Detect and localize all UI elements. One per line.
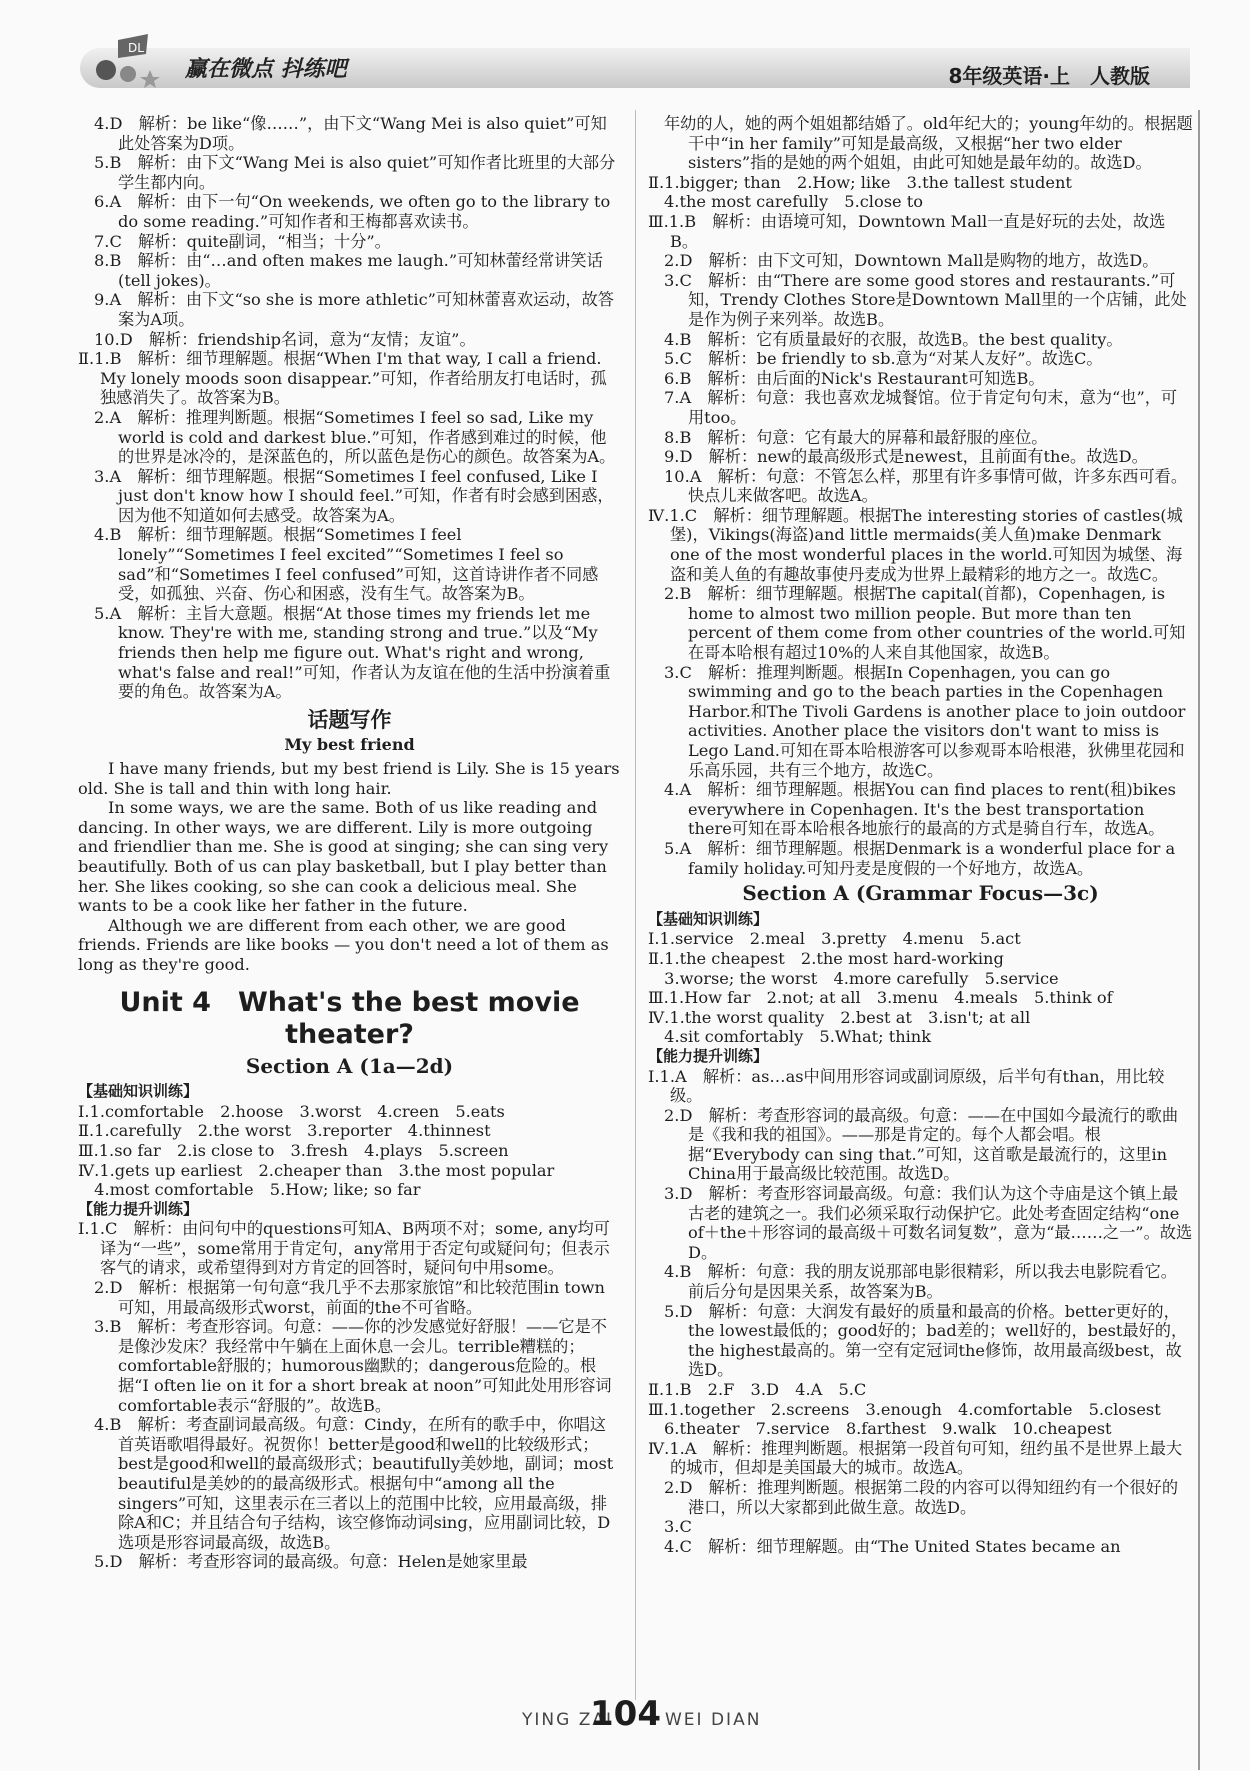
answer-line: 4.most comfortable 5.How; like; so far [78,1180,421,1200]
answer-item: 3.C [664,1517,692,1537]
answer-item: 4.B 解析：句意：我的朋友说那部电影很精彩，所以我去电影院看它。前后分句是因果关系，故答案为B。 [664,1262,1177,1302]
answer-item: 9.D 解析：new的最高级形式是newest，且前面有the。故选D。 [664,447,1148,467]
page-number: 104 [590,1694,661,1734]
answer-item: 3.B 解析：考查形容词。句意：——你的沙发感觉好舒服！——它是不是像沙发床？我经常中午躺在上面休息一会儿。terrible糟糕的；comfortable舒服的；humorous幽默的；dangerous危险的。根据“I often lie on it for a short break at noon”可知此处用形容词comfortable表示“舒服的”。故选B。 [94,1317,612,1415]
answer-line: 4.sit comfortably 5.What; think [648,1027,932,1047]
answer-item: 5.A 解析：主旨大意题。根据“At those times my friends let me know. They're with me, standing strong and true.”以及“My friends then help me figure out. What's right and wrong, what's false and real!”可知，作者认为友谊在他的生活中扮演着重要的角色。故答案为A。 [94,603,611,702]
answer-item: 2.D 解析：根据第一句句意“我几乎不去那家旅馆”和比较范围in town可知，用最高级形式worst，前面的the不可省略。 [94,1278,605,1317]
answer-item: 2.D 解析：由下文可知，Downtown Mall是购物的地方，故选D。 [664,251,1159,271]
answer-item: 4.C 解析：细节理解题。由“The United States became an [664,1536,1121,1556]
answer-item: Ⅲ.1.B 解析：由语境可知，Downtown Mall一直是好玩的去处，故选B。 [648,211,1166,251]
right-column [648,114,1193,1556]
ability-training-label: 【能力提升训练】 [648,1046,769,1065]
answer-item: 5.D 解析：句意：大润发有最好的质量和最高的价格。better更好的，the lowest最低的；good好的；bad差的；well好的，best最好的，the highest最高的。第一空有定冠词the修饰，故用最高级best，故选D。 [664,1301,1188,1380]
answer-item: 3.D 解析：考查形容词最高级。句意：我们认为这个寺庙是这个镇上最古老的建筑之一。我们必须采取行动保护它。此处考查固定结构“one of＋the＋形容词的最高级＋可数名词复数”，意为“最……之一”。故选D。 [664,1184,1193,1262]
answer-item: Ⅳ.1.A 解析：推理判断题。根据第一段首句可知，纽约虽不是世界上最大的城市，但却是美国最大的城市。故选A。 [648,1438,1183,1478]
essay-paragraph: In some ways, we are the same. Both of us like reading and dancing. In other ways, we are different. Lily is more outgoing and friendlier than me. She is good at singing; she can sing very beautifully. Both of us can play basketball, but I play better than her. She likes cooking, so she can cook a delicious meal. She wants to be a cook like her father in the future. [78,798,609,916]
answer-list-left [78,114,621,702]
answer-item: 2.B 解析：细节理解题。根据The capital(首都)，Copenhagen, is home to almost two million people. But more than ten percent of them come from other countries of the world.可知在哥本哈根有超过10%的人来自其他国家，故选B。 [664,584,1186,663]
answer-item: Ⅰ.1.A 解析：as…as中间用形容词或副词原级，后半句有than，用比较级。 [648,1066,1165,1106]
section-title: Section A (1a—2d) [245,1053,454,1078]
answer-item: 4.B 解析：考查副词最高级。句意：Cindy，在所有的歌手中，你唱这首英语歌唱得最好。祝贺你！better是good和well的比较级形式；best是good和well的最高级形式；beautifully美妙地，副词；most beautiful是美妙的的最高级形式。根据句中“among all the singers”可知，这里表示在三者以上的范围中比较，应用最高级，排除A和C；并且结合句子结构，该空修饰动词sing，应用副词比较，D选项是形容词最高级，故选B。 [94,1415,614,1552]
ability-answers-left [78,1219,621,1572]
book-meta: 8年级英语·上 人教版 [948,64,1150,88]
topic-writing-heading: 话题写作 [307,706,392,732]
answer-item: 4.B 解析：它有质量最好的衣服，故选B。the best quality。 [664,329,1123,349]
ability-answers-right [648,1067,1193,1557]
footer-text-right: WEI DIAN [665,1710,762,1730]
page-header [0,0,1250,110]
answer-item: 3.C 解析：推理判断题。根据In Copenhagen, you can go swimming and go to the beach parties in the Copenhagen Harbor.和The Tivoli Gardens is another place to join outdoor activities. Another place the visitors don't want to miss is Lego Land.可知在哥本哈根游客可以参观哥本哈根港，狄佛里花园和乐高乐园，共有三个地方，故选C。 [664,662,1186,780]
footer-text-left: YING ZAI [522,1710,613,1730]
answer-item: 8.B 解析：句意：它有最大的屏幕和最舒服的座位。 [664,427,1048,447]
basic-answers-right [648,929,1193,1047]
essay [78,759,621,975]
answer-item: 3.A 解析：细节理解题。根据“Sometimes I feel confused, Like I just don't know how I should feel.”可知，作者有时会感到困惑，因为他不知道如何去感受。故答案为A。 [94,466,614,525]
essay-paragraph: Although we are different from each other, we are good friends. Friends are like books — you don't need a lot of them as long as they're good. [78,915,609,974]
answer-item: Ⅳ.1.C 解析：细节理解题。根据The interesting stories of castles(城堡)，Vikings(海盗)and little mermaids(美人鱼)make Denmark one of the most wonderful places in the world.可知因为城堡、海盗和美人鱼的有趣故事使丹麦成为世界上最精彩的地方之一。故选C。 [648,505,1183,584]
left-column [78,114,621,1572]
answer-item: 2.D 解析：推理判断题。根据第二段的内容可以得知纽约有一个很好的港口，所以大家都到此做生意。故选D。 [664,1477,1179,1517]
answer-line: Ⅳ.1.gets up earliest 2.cheaper than 3.the most popular [78,1160,555,1180]
basic-training-label: 【基础知识训练】 [78,1082,199,1101]
page-edge-rule [1198,110,1200,1770]
essay-title: My best friend [284,735,415,755]
page-footer [0,1690,1250,1740]
answer-line: Ⅲ.1.so far 2.is close to 3.fresh 4.plays 5.screen [78,1140,509,1160]
basic-answers-left [78,1102,621,1200]
unit-title: Unit 4 What's the best movie theater? [119,986,580,1050]
answer-item: 8.B 解析：由“…and often makes me laugh.”可知林蕾经常讲笑话(tell jokes)。 [94,251,603,290]
answer-item: 7.C 解析：quite副词，“相当；十分”。 [94,231,391,251]
answer-item: 5.B 解析：由下文“Wang Mei is also quiet”可知作者比班里的大部分学生都内向。 [94,153,616,192]
answer-line: Ⅰ.1.comfortable 2.hoose 3.worst 4.creen 5.eats [78,1101,505,1121]
answer-line: Ⅳ.1.the worst quality 2.best at 3.isn't; at all [648,1007,1031,1027]
answer-item: 5.D 解析：考查形容词的最高级。句意：Helen是她家里最 [94,1552,528,1572]
answer-line: Ⅲ.1.How far 2.not; at all 3.menu 4.meals 5.think of [648,988,1113,1008]
answer-item: 年幼的人，她的两个姐姐都结婚了。old年纪大的；young年幼的。根据题干中“in her family”可知是最高级，又根据“her two elder sisters”指的是她的两个姐姐，由此可知她是最年幼的。故选D。 [664,114,1193,173]
answer-line: Ⅰ.1.service 2.meal 3.pretty 4.menu 5.act [648,929,1021,949]
answer-item: 10.D 解析：friendship名词，意为“友情；友谊”。 [94,329,476,349]
answer-item: 3.C 解析：由“There are some good stores and restaurants.”可知，Trendy Clothes Store是Downtown Mall里的一个店铺，此处是作为例子来列举。故选B。 [664,270,1187,329]
answer-list-right [648,114,1193,878]
answer-item: Ⅰ.1.C 解析：由问句中的questions可知A、B两项不对；some, any均可译为“一些”，some常用于肯定句，any常用于否定句或疑问句；但表示客气的请求，或希望得到对方肯定的回答时，疑问句中用some。 [78,1219,610,1278]
answer-item: 4.D 解析：be like“像……”，由下文“Wang Mei is also quiet”可知此处答案为D项。 [94,114,607,153]
logo-icon [88,30,178,90]
answer-item: 2.D 解析：考查形容词的最高级。句意：——在中国如今最流行的歌曲是《我和我的祖国》。——那是肯定的。每个人都会唱。根据“Everybody can sing that.”可知，这首歌是最流行的，这里in China用于最高级比较范围。故选D。 [664,1105,1179,1184]
answer-line: 3.worse; the worst 4.more carefully 5.service [648,968,1059,988]
answer-item: Ⅱ.1.bigger; than 2.How; like 3.the tallest student [648,172,1072,192]
basic-training-label: 【基础知识训练】 [648,909,769,928]
ability-training-label: 【能力提升训练】 [78,1199,199,1218]
answer-line: Ⅱ.1.carefully 2.the worst 3.reporter 4.thinnest [78,1121,491,1141]
essay-paragraph: I have many friends, but my best friend is Lily. She is 15 years old. She is tall and thin with long hair. [78,759,620,798]
answer-item: 10.A 解析：句意：不管怎么样，那里有许多事情可做，许多东西可看。快点儿来做客吧。故选A。 [664,466,1188,506]
svg-text:DL: DL [128,41,144,55]
answer-line: Ⅱ.1.the cheapest 2.the most hard-working [648,948,1004,968]
column-divider [635,110,636,1700]
answer-item: Ⅱ.1.B 解析：细节理解题。根据“When I'm that way, I call a friend. My lonely moods soon disappear.”可知，作者给朋友打电话时，孤独感消失了。故答案为B。 [78,349,607,408]
answer-item: 2.A 解析：推理判断题。根据“Sometimes I feel so sad, Like my world is cold and darkest blue.”可知，作者感到难过的时候，他的世界是冰冷的，是深蓝色的，所以蓝色是伤心的颜色。故答案为A。 [94,407,616,467]
brand-title: 赢在微点 抖练吧 [185,56,347,82]
answer-item: 4.the most carefully 5.close to [664,192,924,212]
answer-item: 4.A 解析：细节理解题。根据You can find places to rent(租)bikes everywhere in Copenhagen. It's the best transportation there可知在哥本哈根各地旅行的最高的方式是骑自行车，故选A。 [664,780,1176,839]
answer-item: 5.C 解析：be friendly to sb.意为“对某人友好”。故选C。 [664,349,1103,369]
answer-item: 6.B 解析：由后面的Nick's Restaurant可知选B。 [664,368,1045,388]
answer-item: 9.A 解析：由下文“so she is more athletic”可知林蕾喜欢运动，故答案为A项。 [94,290,614,329]
answer-item: 4.B 解析：细节理解题。根据“Sometimes I feel lonely”“Sometimes I feel excited”“Sometimes I feel so sad”和“Sometimes I feel confused”可知，这首诗讲作者不同感受，如孤独、兴奋、伤心和困惑，没有生气。故答案为B。 [94,525,599,604]
answer-item: 6.A 解析：由下一句“On weekends, we often go to the library to do some reading.”可知作者和王梅都喜欢读书。 [94,192,611,231]
answer-item: 7.A 解析：句意：我也喜欢龙城餐馆。位于肯定句句末，意为“也”，可用too。 [664,388,1178,427]
answer-item: 6.theater 7.service 8.farthest 9.walk 10.cheapest [664,1419,1112,1439]
answer-item: 5.A 解析：细节理解题。根据Denmark is a wonderful place for a family holiday.可知丹麦是度假的一个好地方，故选A。 [664,838,1176,878]
section-title: Section A (Grammar Focus—3c) [742,881,1099,906]
answer-item: Ⅱ.1.B 2.F 3.D 4.A 5.C [648,1380,867,1399]
answer-item: Ⅲ.1.together 2.screens 3.enough 4.comfortable 5.closest [648,1399,1161,1419]
